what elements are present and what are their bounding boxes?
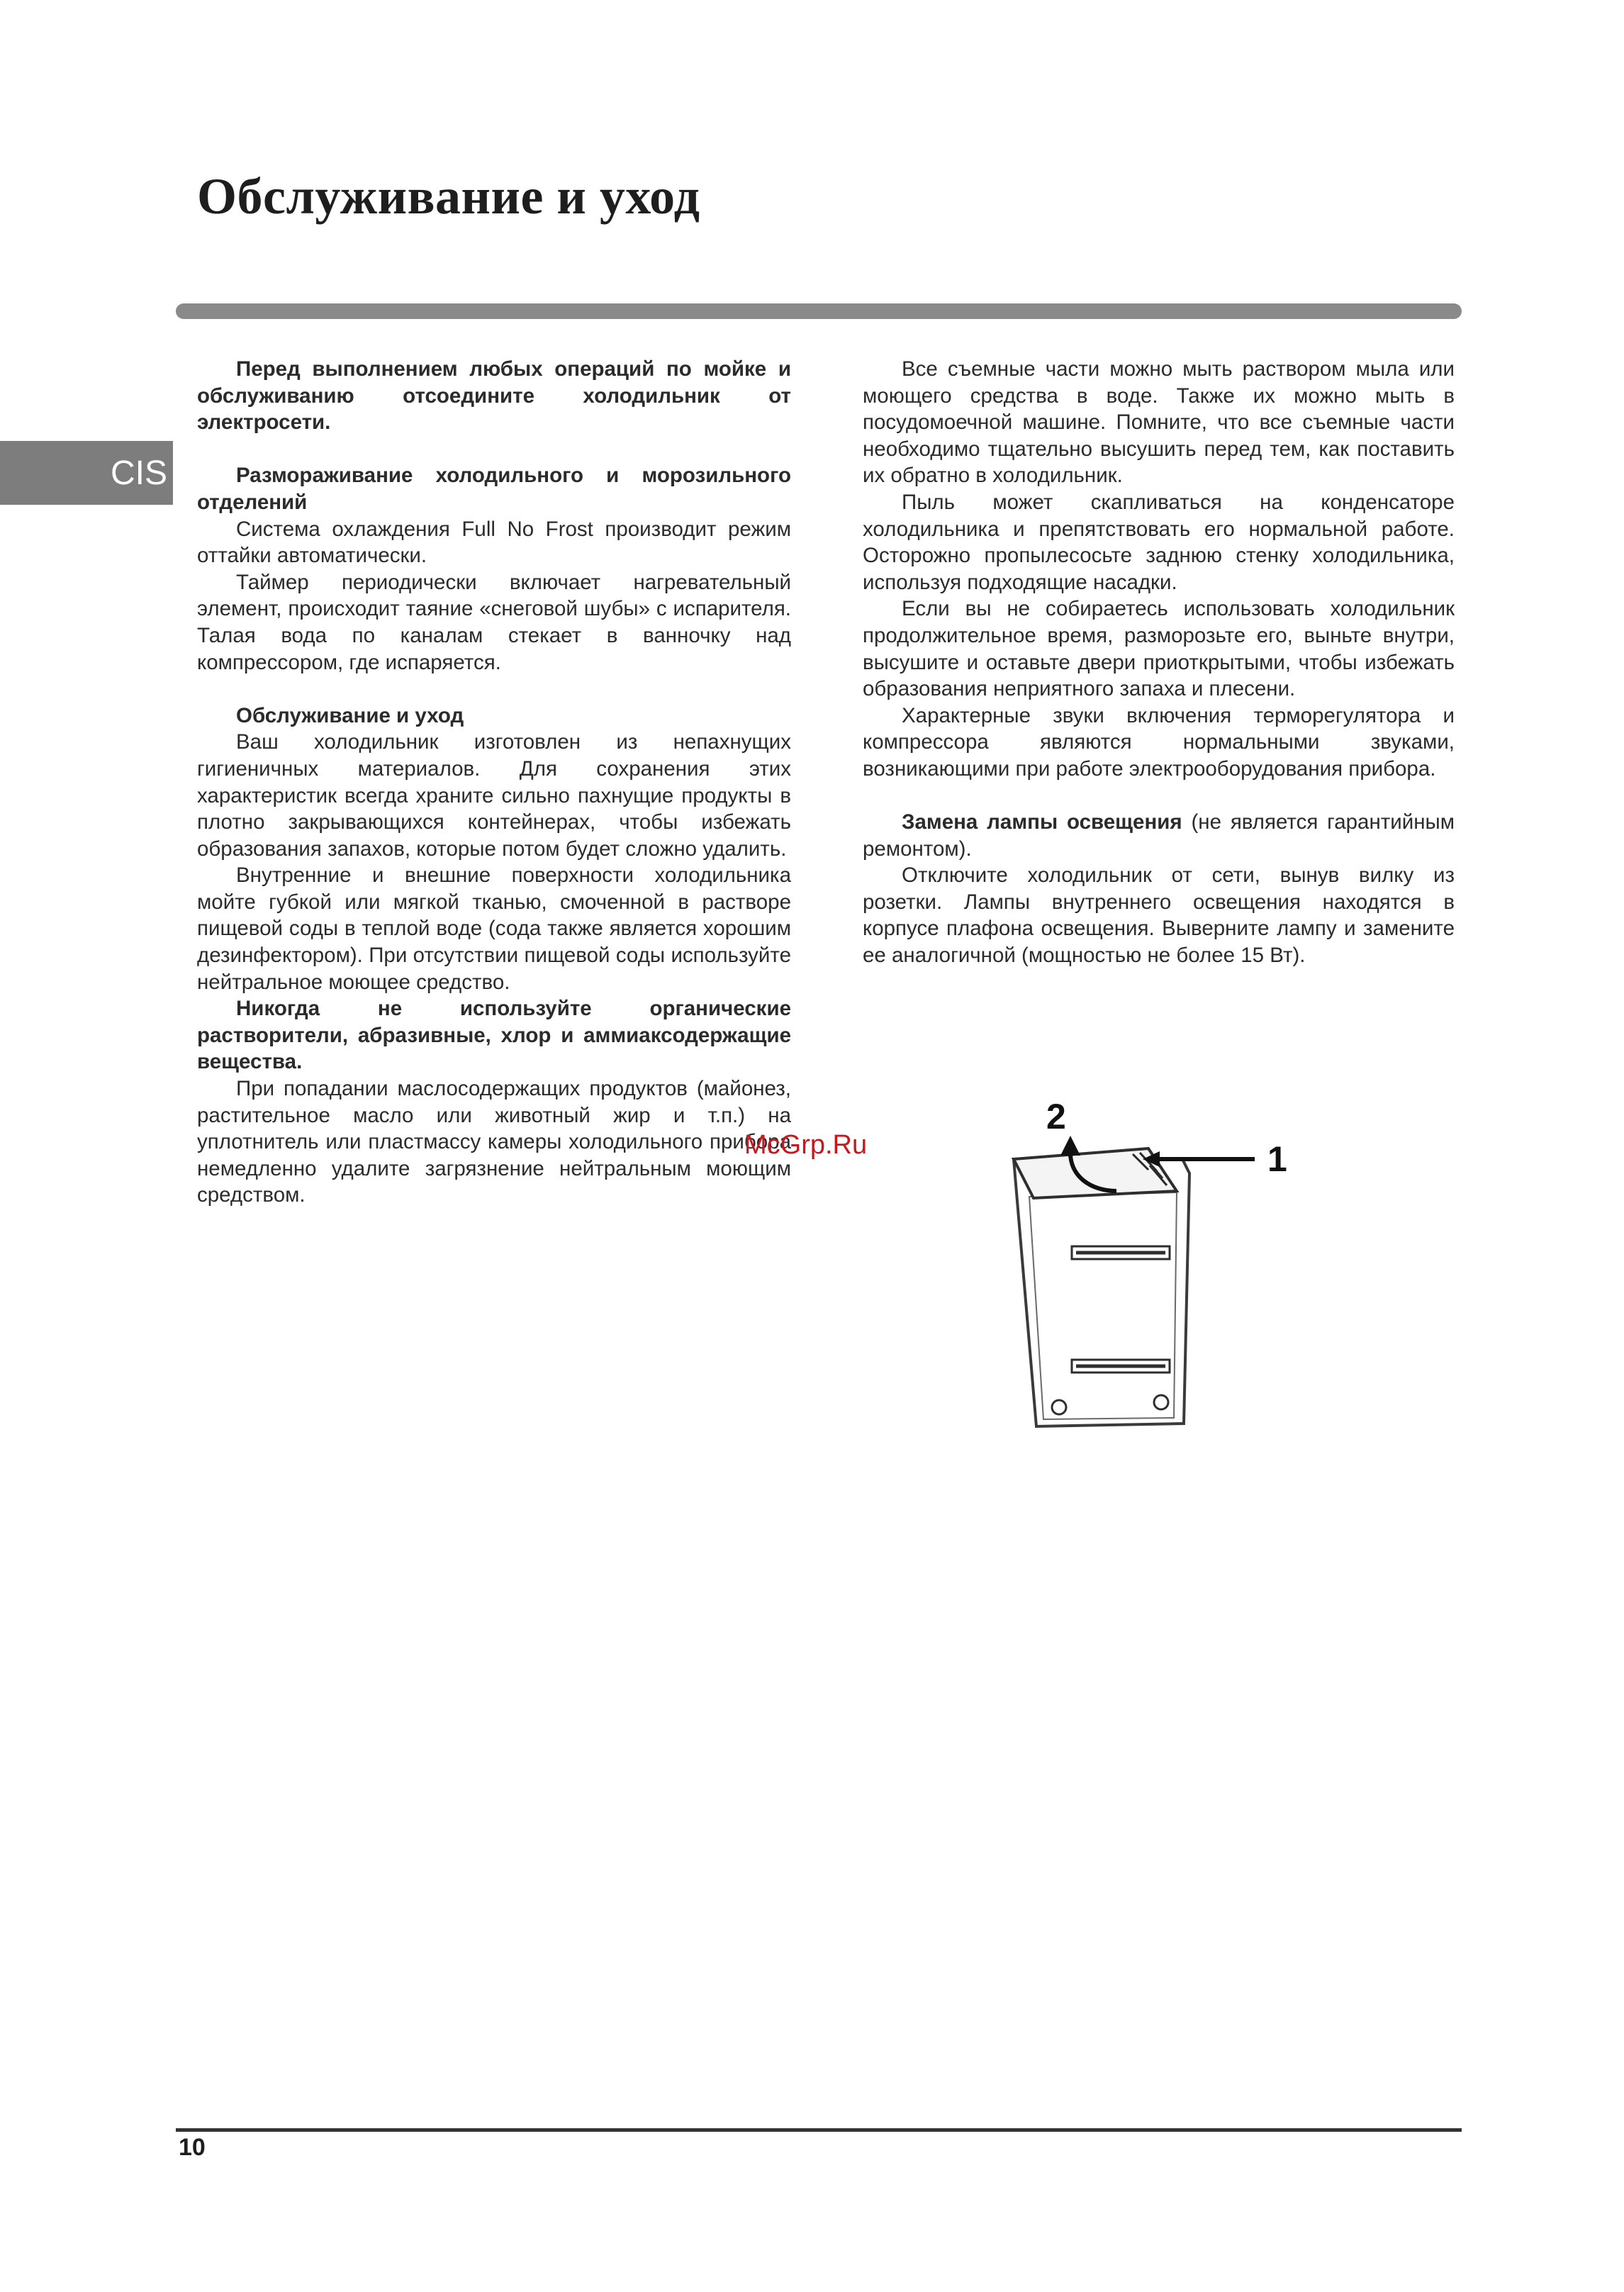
- care-paragraph-3: При попадании маслосодержащих продуктов (майонез, растительное масло или животный жир и т.п.) на уплотнитель или пластмассу камеры холодильного прибора немедленно удалите загрязнение нейтральным моющим средством.: [197, 1077, 791, 1207]
- right-paragraph-2: Пыль может скапливаться на конденсаторе холодильника и препятствовать его нормальной работе. Осторожно пропылесосьте заднюю стенку холодильника, используя подходящие насадки.: [863, 490, 1455, 594]
- right-column: [863, 356, 1455, 969]
- page-number: 10: [179, 2134, 206, 2161]
- screw-hole-left: [1052, 1400, 1066, 1414]
- care-paragraph-2: Внутренние и внешние поверхности холодильника мойте губкой или мягкой тканью, смоченной в растворе пищевой соды в теплой воде (сода также является хорошим дезинфектором). При отсутствии пищевой соды используйте нейтральное моющее средство.: [197, 863, 791, 994]
- lamp-paragraph-1: Отключите холодильник от сети, вынув вилку из розетки. Лампы внутреннего освещения находятся в корпусе плафона освещения. Выверните лампу и замените ее аналогичной (мощностью не более 15 Вт).: [863, 863, 1455, 968]
- care-heading: Обслуживание и уход: [236, 703, 464, 727]
- defrost-paragraph-1: Система охлаждения Full No Frost производит режим оттайки автоматически.: [197, 517, 791, 568]
- left-column: [197, 356, 791, 1209]
- right-paragraph-1: Все съемные части можно мыть раствором мыла или моющего средства в воде. Также их можно мыть в посудомоечной машине. Помните, что все съемные части необходимо тщательно высушить перед тем, как поставить их обратно в холодильник.: [863, 357, 1455, 488]
- lamp-heading: Замена лампы освещения: [902, 810, 1182, 834]
- lamp-cover-body: [1014, 1159, 1189, 1426]
- header-rule: [176, 303, 1462, 319]
- lamp-heading-note: (не является гарантийным ремонтом).: [863, 810, 1455, 861]
- care-paragraph-1: Ваш холодильник изготовлен из непахнущих гигиеничных материалов. Для сохранения этих характеристик всегда храните сильно пахнущие продукты в плотно закрывающихся контейнерах, чтобы избежать образования запахов, которые потом будет сложно удалить.: [197, 730, 791, 861]
- right-paragraph-3: Если вы не собираетесь использовать холодильник продолжительное время, разморозьте его, выньте внутри, высушите и оставьте двери приоткрытыми, чтобы избежать образования неприятного запаха и плесени.: [863, 597, 1455, 701]
- footer-rule: [176, 2128, 1462, 2132]
- defrost-paragraph-2: Таймер периодически включает нагревательный элемент, происходит таяние «снеговой шубы» с испарителя. Талая вода по каналам стекает в ванночку над компрессором, где испаряется.: [197, 570, 791, 674]
- lamp-heading-line: [863, 809, 1455, 862]
- lamp-cover-diagram: [992, 1085, 1297, 1439]
- care-warning: Никогда не используйте органические растворители, абразивные, хлор и аммиаксодержащие вещества.: [197, 997, 791, 1074]
- defrost-heading: Размораживание холодильного и морозильного отделений: [197, 464, 791, 514]
- page-title: Обслуживание и уход: [197, 168, 700, 225]
- watermark: McGrp.Ru: [744, 1130, 868, 1160]
- intro-warning: Перед выполнением любых операций по мойке и обслуживанию отсоедините холодильник от электросети.: [197, 357, 791, 435]
- figure-label-2: 2: [1046, 1097, 1066, 1136]
- right-paragraph-4: Характерные звуки включения терморегулятора и компрессора являются нормальными звуками, возникающими при работе электрооборудования прибора.: [863, 703, 1455, 781]
- figure-label-1: 1: [1267, 1139, 1287, 1179]
- language-tab: CIS: [0, 441, 173, 505]
- screw-hole-right: [1154, 1395, 1168, 1409]
